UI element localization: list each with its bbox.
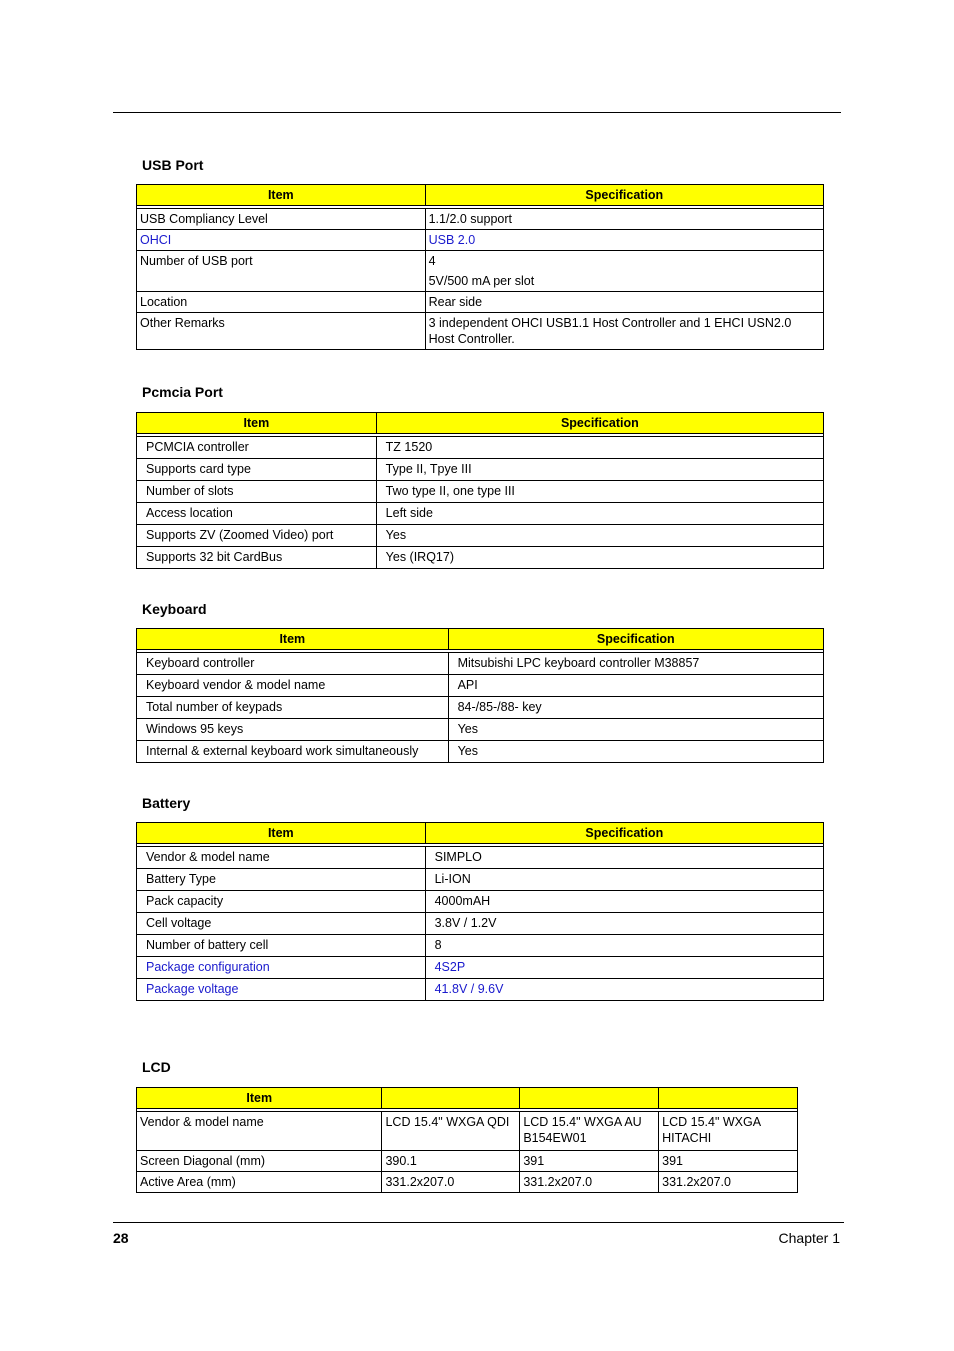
specification-line: Yes (IRQ17)	[385, 550, 454, 564]
specification-cell	[425, 869, 823, 891]
specification-line: Li-ION	[434, 872, 471, 886]
value-line: 331.2x207.0	[523, 1175, 593, 1189]
column-header-blank	[659, 1088, 798, 1109]
item-cell: Cell voltage	[137, 913, 426, 935]
specification-cell	[425, 251, 823, 292]
table-row	[137, 525, 824, 547]
table-row	[137, 675, 824, 697]
column-header-item: Item	[137, 413, 377, 434]
specification-line: Host Controller.	[428, 332, 515, 346]
value-line: B154EW01	[523, 1131, 587, 1145]
value-cell	[520, 1172, 659, 1193]
specification-line: 3.8V / 1.2V	[434, 916, 497, 930]
specification-cell	[425, 209, 823, 230]
item-cell: Location	[137, 292, 426, 313]
specification-cell	[425, 957, 823, 979]
specification-line: 4S2P	[434, 960, 466, 974]
specification-line: Yes	[385, 528, 407, 542]
specification-line: Yes	[457, 744, 478, 758]
table-row	[137, 957, 824, 979]
item-cell: Battery Type	[137, 869, 426, 891]
chapter-label: Chapter 1	[778, 1230, 840, 1246]
specification-cell	[376, 437, 823, 459]
item-cell: Number of USB port	[137, 251, 426, 292]
value-line: LCD 15.4" WXGA AU	[523, 1115, 642, 1129]
table-row	[137, 935, 824, 957]
specification-cell	[425, 847, 823, 869]
section-title-lcd: LCD	[142, 1059, 171, 1075]
specification-cell	[425, 979, 823, 1001]
item-cell: PCMCIA controller	[137, 437, 377, 459]
value-line: 331.2x207.0	[662, 1175, 731, 1189]
item-cell: Access location	[137, 503, 377, 525]
specification-cell	[376, 503, 823, 525]
specification-line: USB 2.0	[428, 233, 476, 247]
item-cell: Keyboard vendor & model name	[137, 675, 449, 697]
table-row	[137, 209, 824, 230]
section-title-battery: Battery	[142, 795, 191, 811]
specification-line: 1.1/2.0 support	[428, 212, 512, 226]
specification-line: 84-/85-/88- key	[457, 700, 542, 714]
value-cell	[520, 1112, 659, 1151]
specification-cell	[376, 481, 823, 503]
column-header-item: Item	[137, 1088, 382, 1109]
specification-line: TZ 1520	[385, 440, 433, 454]
table-row	[137, 891, 824, 913]
table-row	[137, 1172, 798, 1193]
item-cell: Pack capacity	[137, 891, 426, 913]
usb-spec-table	[136, 184, 824, 350]
table-row	[137, 503, 824, 525]
value-line: 331.2x207.0	[385, 1175, 455, 1189]
value-line: LCD 15.4" WXGA QDI	[385, 1115, 510, 1129]
column-header-specification: Specification	[448, 629, 823, 650]
specification-cell	[425, 313, 823, 350]
specification-cell	[448, 697, 823, 719]
table-row	[137, 697, 824, 719]
item-cell: Keyboard controller	[137, 653, 449, 675]
specification-cell	[448, 741, 823, 763]
specification-line: 41.8V / 9.6V	[434, 982, 504, 996]
table-row	[137, 547, 824, 569]
table-row	[137, 913, 824, 935]
specification-line: Type II, Tpye III	[385, 462, 472, 476]
specification-line: Mitsubishi LPC keyboard controller M38857	[457, 656, 700, 670]
specification-cell	[425, 935, 823, 957]
value-line: 391	[523, 1154, 545, 1168]
specification-line: Yes	[457, 722, 478, 736]
specification-cell	[376, 459, 823, 481]
specification-cell	[448, 653, 823, 675]
specification-line: 5V/500 mA per slot	[428, 274, 535, 288]
table-row	[137, 719, 824, 741]
item-cell: Vendor & model name	[137, 1112, 382, 1151]
section-title-keyboard: Keyboard	[142, 601, 207, 617]
section-title-usb: USB Port	[142, 157, 204, 173]
value-line: HITACHI	[662, 1131, 712, 1145]
table-row	[137, 313, 824, 350]
item-cell: Supports ZV (Zoomed Video) port	[137, 525, 377, 547]
lcd-spec-table	[136, 1087, 798, 1193]
specification-cell	[425, 230, 823, 251]
specification-cell	[425, 913, 823, 935]
table-row	[137, 292, 824, 313]
item-cell: Number of slots	[137, 481, 377, 503]
item-cell: Supports 32 bit CardBus	[137, 547, 377, 569]
specification-line: Rear side	[428, 295, 483, 309]
table-row	[137, 741, 824, 763]
column-header-specification: Specification	[425, 823, 823, 844]
item-cell: Other Remarks	[137, 313, 426, 350]
value-cell	[382, 1112, 520, 1151]
specification-line: API	[457, 678, 478, 692]
table-row	[137, 979, 824, 1001]
bottom-rule	[113, 1222, 844, 1223]
value-line: LCD 15.4" WXGA	[662, 1115, 762, 1129]
page-number: 28	[113, 1230, 129, 1246]
column-header-item: Item	[137, 185, 426, 206]
table-row	[137, 230, 824, 251]
table-row	[137, 847, 824, 869]
item-cell: Active Area (mm)	[137, 1172, 382, 1193]
table-row	[137, 437, 824, 459]
column-header-specification: Specification	[425, 185, 823, 206]
column-header-item: Item	[137, 823, 426, 844]
specification-line: Two type II, one type III	[385, 484, 515, 498]
section-title-pcmcia: Pcmcia Port	[142, 384, 223, 400]
column-header-blank	[520, 1088, 659, 1109]
item-cell: Package voltage	[137, 979, 426, 1001]
specification-line: 4000mAH	[434, 894, 491, 908]
table-row	[137, 459, 824, 481]
table-row	[137, 481, 824, 503]
specification-line: SIMPLO	[434, 850, 482, 864]
value-line: 391	[662, 1154, 683, 1168]
value-line: 390.1	[385, 1154, 417, 1168]
item-cell: Package configuration	[137, 957, 426, 979]
value-cell	[659, 1172, 798, 1193]
specification-cell	[376, 547, 823, 569]
table-row	[137, 653, 824, 675]
item-cell: Screen Diagonal (mm)	[137, 1151, 382, 1172]
specification-line: 3 independent OHCI USB1.1 Host Controller and 1 EHCI USN2.0	[428, 316, 792, 330]
item-cell: Vendor & model name	[137, 847, 426, 869]
table-row	[137, 1151, 798, 1172]
item-cell: Supports card type	[137, 459, 377, 481]
specification-line: 4	[428, 254, 436, 268]
value-cell	[382, 1172, 520, 1193]
item-cell: Internal & external keyboard work simultaneously	[137, 741, 449, 763]
specification-cell	[448, 675, 823, 697]
column-header-blank	[382, 1088, 520, 1109]
value-cell	[659, 1151, 798, 1172]
column-header-item: Item	[137, 629, 449, 650]
item-cell: OHCI	[137, 230, 426, 251]
specification-cell	[425, 891, 823, 913]
value-cell	[520, 1151, 659, 1172]
specification-line: Left side	[385, 506, 433, 520]
item-cell: USB Compliancy Level	[137, 209, 426, 230]
keyboard-spec-table	[136, 628, 824, 763]
specification-cell	[448, 719, 823, 741]
specification-line: 8	[434, 938, 442, 952]
item-cell: Number of battery cell	[137, 935, 426, 957]
specification-cell	[425, 292, 823, 313]
table-row	[137, 251, 824, 292]
value-cell	[659, 1112, 798, 1151]
column-header-specification: Specification	[376, 413, 823, 434]
battery-spec-table	[136, 822, 824, 1001]
specification-cell	[376, 525, 823, 547]
pcmcia-spec-table	[136, 412, 824, 569]
table-row	[137, 869, 824, 891]
table-row	[137, 1112, 798, 1151]
value-cell	[382, 1151, 520, 1172]
item-cell: Total number of keypads	[137, 697, 449, 719]
item-cell: Windows 95 keys	[137, 719, 449, 741]
top-rule	[113, 112, 841, 113]
